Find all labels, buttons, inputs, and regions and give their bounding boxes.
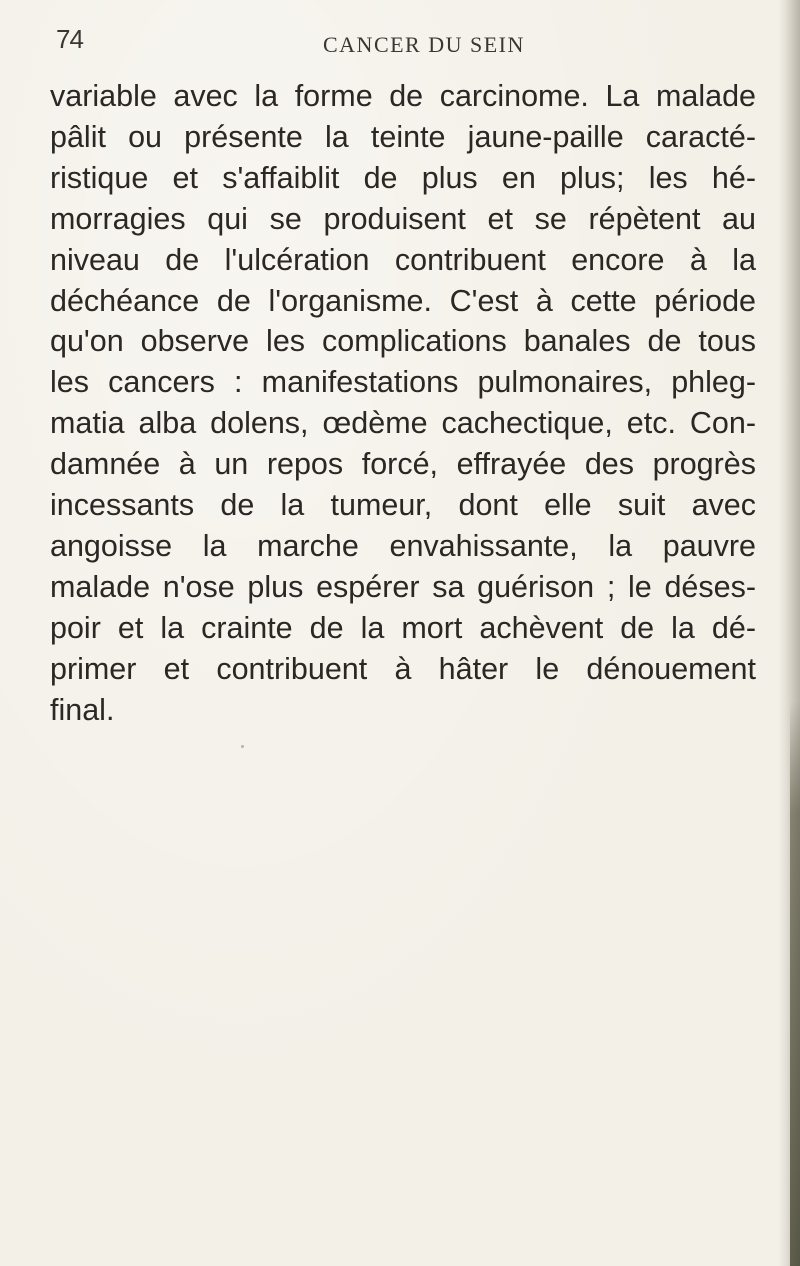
- body-paragraph: [50, 76, 756, 731]
- text-line: déchéance de l'organisme. C'est à cette période: [50, 283, 756, 318]
- text-line: matia alba dolens, œdème cachectique, etc. Con-: [50, 406, 756, 441]
- text-line: incessants de la tumeur, dont elle suit avec: [50, 488, 756, 523]
- paper-speck: [241, 745, 244, 748]
- text-line: primer et contribuent à hâter le dénouement: [50, 651, 756, 686]
- text-line: damnée à un repos forcé, effrayée des progrès: [50, 447, 756, 482]
- page-binding-edge: [790, 700, 800, 1266]
- text-line: les cancers : manifestations pulmonaires, phleg-: [50, 365, 756, 400]
- text-line: pâlit ou présente la teinte jaune-paille caracté-: [50, 119, 756, 154]
- text-line: morragies qui se produisent et se répètent au: [50, 201, 756, 236]
- page-number: 74: [56, 24, 83, 54]
- text-line: niveau de l'ulcération contribuent encore à la: [50, 242, 756, 277]
- text-line: poir et la crainte de la mort achèvent de la dé-: [50, 610, 756, 645]
- text-line: ristique et s'affaiblit de plus en plus; les hé-: [50, 160, 756, 195]
- text-line: variable avec la forme de carcinome. La malade: [50, 79, 756, 113]
- text-line: qu'on observe les complications banales de tous: [50, 324, 756, 359]
- text-line: final.: [50, 692, 115, 727]
- text-line: malade n'ose plus espérer sa guérison ; le déses-: [50, 569, 756, 604]
- text-line: angoisse la marche envahissante, la pauvre: [50, 528, 756, 563]
- running-head: CANCER DU SEIN: [323, 32, 525, 57]
- page-header: [56, 24, 756, 64]
